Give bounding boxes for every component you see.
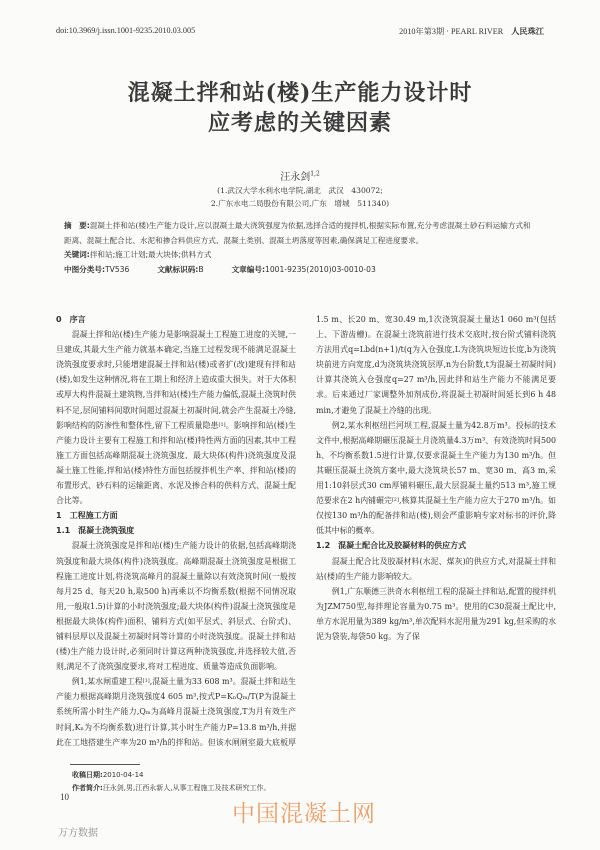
citation-2: [2]	[391, 497, 399, 504]
body-text	[56, 312, 556, 752]
example-2-tail: ,核算其混凝土生产能力应大于270 m³/h。如仅按130 m³/h的配备拌和站(楼),则会严重影响专家对标书的评价,降低其中标的概率。	[316, 496, 556, 536]
author-name: 汪永剑	[280, 172, 311, 183]
citation-1b: [1]	[142, 678, 150, 685]
intro-text-tail: 。影响拌和站(楼)生产能力设计主要有工程施工和拌和站(楼)特性两方面的因素,其中工程施工方面包括高峰期混凝土浇筑强度、最大块体(构件)浇筑强度及混凝土施工性能,拌和站(楼)特性方面包括搅拌机生产率、拌和站(楼)的布置形式、砂石料的运输距离、水泥及掺合料的供料方式、混凝土配合比等。	[56, 420, 296, 506]
doc-code-label: 文献标识码:	[157, 264, 199, 274]
citation-1: [1]	[218, 421, 226, 428]
bio-label: 作者简介:	[72, 784, 103, 792]
doc-code-value: B	[198, 264, 204, 274]
article-no-label: 文章编号:	[231, 264, 265, 274]
affiliation-1: (1.武汉大学水利水电学院,湖北 武汉 430072;	[217, 186, 383, 195]
source-mark: 万方数据	[58, 828, 98, 839]
running-header	[56, 26, 544, 40]
affiliations	[0, 184, 600, 210]
page-number: 10	[60, 792, 69, 802]
section-1-1-heading: 1.1 混凝土浇筑强度	[56, 526, 135, 536]
example-2-paragraph	[316, 418, 556, 539]
title-line-2: 应考虑的关键因素	[207, 110, 392, 136]
example-2-body: 例2,某水利枢纽拦河坝工程,混凝土量为42.8万m³。投标的技术文件中,根据高峰期碾压混凝土月浇筑量4.3万m³、有效浇筑时间500 h、不均衡系数1.5进行计算,仅要求混凝土生产能力为130 m³/h。但其碾压混凝土浇筑方案中,最大浇筑块长57 m、宽30 m、高3 m,采用1:10斜层式30 cm厚铺料碾压,最大层混凝土量约513 m³,施工规范要求在2 h内铺碾完	[316, 420, 556, 506]
article-no-value: 1001-9235(2010)03-0010-03	[265, 264, 376, 274]
section-1-heading: 1 工程施工方面	[56, 511, 118, 521]
doi: doi:10.3969/j.issn.1001-9235.2010.03.005	[56, 26, 196, 35]
keywords	[64, 248, 536, 263]
title-line-1: 混凝土拌和站(楼)生产能力设计时	[127, 80, 473, 106]
section-1-2-example: 例1,广东顺德三洪奇水利枢纽工程的混凝土拌和站,配置的搅拌机为JZM750型,每拌理论容量为0.75 m³。使用的C30混凝土配比中,单方水泥用量为389 kg/m³,单次配料水泥用量为291 kg,但采购的水泥为袋装,每袋50 kg。为了保	[316, 586, 556, 641]
received-value: 2010-04-14	[102, 771, 144, 779]
received-label: 收稿日期:	[72, 771, 103, 779]
keywords-label: 关键词:	[64, 250, 90, 259]
example-1-intro: 例1,某水闸重建工程	[71, 677, 143, 687]
keywords-text: 拌和站;施工计划;最大块体;供料方式	[89, 250, 212, 259]
received-date	[72, 770, 144, 780]
bio-text: 汪永剑,男,江西永新人,从事工程施工及技术研究工作。	[102, 784, 271, 792]
clc-label: 中图分类号:	[64, 264, 106, 274]
section-1-2-paragraph: 混凝土配合比及胶凝材料(水泥、煤灰)的供应方式,对混凝土拌和站(楼)的生产能力影响较大。	[316, 556, 556, 581]
intro-text: 混凝土拌和站(楼)生产能力是影响混凝土工程施工进度的关键,一旦建成,其最大生产能力就基本确定,当施工过程发现不能满足混凝土浇筑强度要求时,只能增建混凝土拌和站(楼)或者扩(改)建现有拌和站(楼),如发生这种情况,将在工期上和经济上造成重大损失。对于大体积或厚大构件混凝土建筑物,当拌和站(楼)生产能力偏低,混凝土浇筑时供料不足,层间铺料间歇时间超过混凝土初凝时间,就会产生混凝土冷缝,影响结构的防渗性和整体性,留下工程质量隐患	[56, 330, 297, 430]
author-affil-marks: 1,2	[310, 170, 320, 178]
author-bio	[72, 783, 271, 793]
affiliation-2: 2.广东水电二局股份有限公司,广东 增城 511340)	[210, 199, 390, 208]
abstract-label: 摘 要:	[64, 221, 90, 230]
paper-title	[0, 78, 600, 138]
abstract	[64, 219, 536, 248]
section-1-1-paragraph: 混凝土浇筑强度是拌和站(楼)生产能力设计的依据,包括高峰期浇筑强度和最大块体(构件)浇筑强度。高峰期混凝土浇筑强度是根据工程施工进度计划,将浇筑高峰月的混凝土量除以有效浇筑时间(一般按每月25 d、每天20 h,取500 h)再乘以不均衡系数(根据不同情况取用,一般取1.5)计算的小时浇筑强度;最大块体(构件)混凝土浇筑强度是根据最大块体(构件)面积、铺料方式(如平层式、斜层式、台阶式)、铺料层厚以及混凝土初凝时间等计算的小时浇筑强度。混凝土拌和站(楼)生产能力设计时,必须同时计算这两种浇筑强度,并选择较大值,否则,满足不了浇筑强度要求,将对工程进度、质量等造成负面影响。	[56, 541, 296, 672]
issue-info: 2010年第3期 · PEARL RIVER	[399, 27, 504, 36]
section-1-2-heading: 1.2 混凝土配合比及胶凝材料的供应方式	[316, 541, 467, 551]
journal-name: 人民珠江	[511, 27, 544, 36]
intro-paragraph	[56, 327, 296, 508]
footnote-divider	[70, 764, 140, 765]
abstract-text: 混凝土拌和站(楼)生产能力设计,应以混凝土最大浇筑强度为依据,选择合适的搅拌机,根据实际布置,充分考虑混凝土砂石料运输方式和距离、混凝土配合比、水泥和掺合料供应方式、混凝土类别、混凝土坍落度等因素,确保满足工程进度要求。	[64, 221, 531, 245]
journal-issue	[399, 26, 544, 37]
section-0-heading: 0 序言	[56, 315, 86, 324]
author	[0, 168, 600, 183]
classification-line	[64, 263, 536, 278]
clc-value: TV536	[105, 264, 130, 274]
abstract-block	[64, 219, 536, 277]
example-1-body: ,混凝土量为33 608 m³。混凝土拌和站生产能力根据高峰期月浇筑强度4 605 m³,按式P=KₙQₘ/T(P为混凝土系统所需小时生产能力,Qₘ为高峰月混凝土浇筑强度,T为月有效生产时间,Kₙ为不均衡系数)进行计算,其小时生产能力P=13.8 m³/h,并据此在工地搭建生产率为20 m³/h的拌和站。但该水闸闸室最大底板厚1.5 m、长20 m、宽30.49 m,1次浇筑混凝土量达1 060 m³(包括上、下游齿槽)。在混凝土浇筑前进行技术交底时,按台阶式铺料浇筑方法用式q=Lbd(n+1)/t(q为入仓强度,L为浇筑块短边长度,b为浇筑块前进方向宽度,d为浇筑块浇筑层厚,n为台阶数,t为混凝土初凝时间)计算其浇筑入仓强度q=27 m³/h,因此拌和站生产能力不能满足要求。后来通过厂家调整外加剂成份,将混凝土初凝时间延长到6 h 48 min,才避免了混凝土冷缝的出现。	[56, 315, 556, 747]
watermark: 中国混凝土网	[232, 801, 376, 827]
